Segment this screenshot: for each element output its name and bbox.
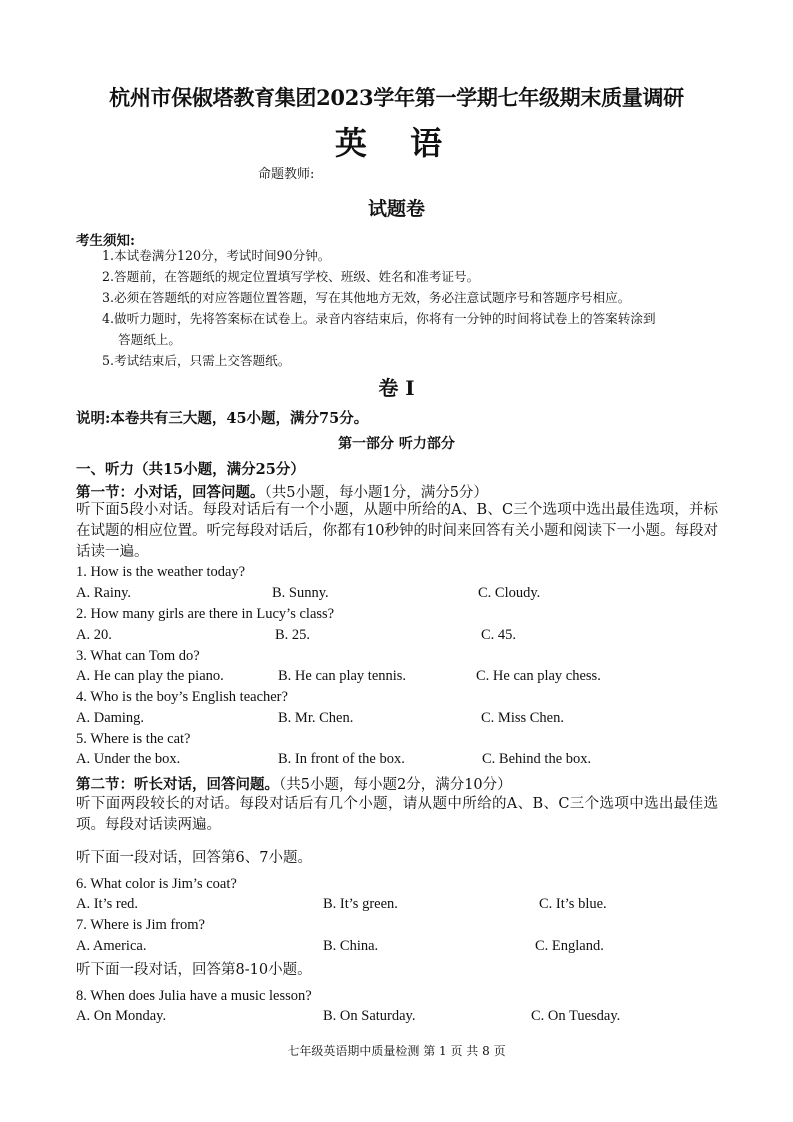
option-a: A. It’s red. [76,896,139,912]
notice-heading: 考生须知: [76,233,135,249]
subsection-2-instructions: 听下面两段较长的对话。每段对话后有几个小题，请从题中所给的A、B、C三个选项中选出最佳选项。每段对话读两遍。 [76,796,718,833]
option-b: B. Sunny. [272,585,329,601]
option-c: C. On Tuesday. [531,1008,621,1024]
page-footer: 七年级英语期中质量检测 第 1 页 共 8 页 [287,1044,506,1058]
question-stem: 1. How is the weather today? [76,564,246,580]
question-stem: 6. What color is Jim’s coat? [76,876,237,892]
subsection-2-title: 第二节：听长对话，回答问题。 [76,776,279,793]
option-a: A. He can play the piano. [76,668,224,684]
option-b: B. On Saturday. [323,1008,416,1024]
question-stem: 7. Where is Jim from? [76,917,205,933]
option-b: B. Mr. Chen. [278,710,354,726]
option-a: A. America. [76,938,147,954]
question-stem: 8. When does Julia have a music lesson? [76,988,312,1004]
teacher-label: 命题教师: [258,167,315,182]
option-a: A. Rainy. [76,585,132,601]
subsection-1-title: 第一节：小对话，回答问题。 [76,484,265,501]
exam-title: 杭州市保俶塔教育集团2023学年第一学期七年级期末质量调研 [109,85,684,110]
subject-title: 英 语 [334,124,459,162]
subsection-1-heading [76,481,488,502]
notice-item: 3.必须在答题纸的对应答题位置答题，写在其他地方无效，务必注意试题序号和答题序号相应。 [102,290,631,305]
section-title: 一、听力（共15小题，满分25分） [76,461,305,478]
subsection-2-note: （共5小题，每小题2分，满分10分） [279,777,512,793]
option-a: A. 20. [76,627,112,643]
question-stem: 4. Who is the boy’s English teacher? [76,689,288,705]
option-c: C. He can play chess. [476,668,601,684]
option-c: C. 45. [481,627,517,643]
option-a: A. Under the box. [76,751,181,767]
option-c: C. Cloudy. [478,585,541,601]
option-b: B. China. [323,938,379,954]
question-stem: 5. Where is the cat? [76,731,191,747]
notice-item: 1.本试卷满分120分，考试时间90分钟。 [102,248,331,263]
option-a: A. On Monday. [76,1008,167,1024]
notice-item: 5.考试结束后，只需上交答题纸。 [102,353,291,368]
part-title: 第一部分 听力部分 [338,436,455,452]
notice-item: 2.答题前，在答题纸的规定位置填写学校、班级、姓名和准考证号。 [102,269,480,284]
question-stem: 3. What can Tom do? [76,648,200,664]
option-c: C. It’s blue. [539,896,607,912]
notice-item: 4.做听力题时，先将答案标在试卷上。录音内容结束后，你将有一分钟的时间将试卷上的答案转涂到 [102,311,656,326]
option-c: C. England. [535,938,604,954]
question-stem: 2. How many girls are there in Lucy’s class? [76,606,335,622]
option-b: B. In front of the box. [278,751,405,767]
option-b: B. 25. [275,627,311,643]
notice-item: 答题纸上。 [118,332,181,347]
option-c: C. Behind the box. [482,751,592,767]
dialogue-intro: 听下面一段对话，回答第6、7小题。 [76,850,312,866]
option-a: A. Daming. [76,710,145,726]
subsection-2-heading [76,773,512,794]
volume-title: 卷 I [378,376,415,400]
option-c: C. Miss Chen. [481,710,564,726]
option-b: B. It’s green. [323,896,398,912]
subsection-1-note: （共5小题，每小题1分，满分5分） [264,485,488,501]
paper-label: 试题卷 [367,198,425,220]
option-b: B. He can play tennis. [278,668,407,684]
volume-explanation: 说明:本卷共有三大题，45小题，满分75分。 [76,410,369,427]
dialogue-intro: 听下面一段对话，回答第8-10小题。 [76,962,312,978]
subsection-1-instructions: 听下面5段小对话。每段对话后有一个小题，从题中所给的A、B、C三个选项中选出最佳选项，并标在试题的相应位置。听完每段对话后，你都有10秒钟的时间来回答有关小题和阅读下一小题。每段对话读一遍。 [76,502,718,560]
